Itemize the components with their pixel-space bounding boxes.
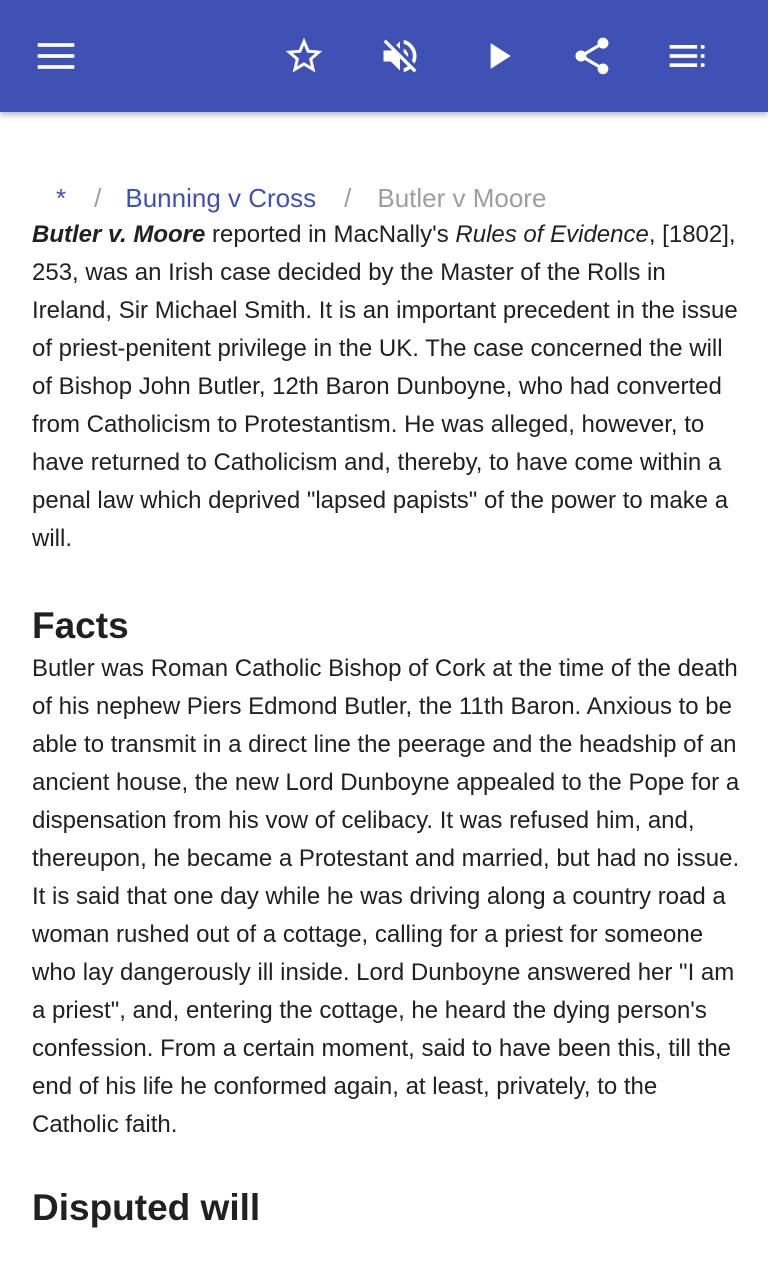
app-bar — [0, 0, 768, 112]
intro-paragraph — [32, 216, 740, 558]
menu-button[interactable] — [28, 28, 84, 84]
playlist-icon — [666, 34, 710, 78]
menu-icon — [34, 34, 78, 78]
article-title-bold: Butler v. Moore — [32, 221, 206, 248]
breadcrumb-separator: / — [94, 183, 102, 213]
section-heading-disputed-will: Disputed will — [32, 1187, 261, 1228]
intro-text: , [1802], 253, was an Irish case decided by the Master of the Rolls in Ireland, Sir Michael Smith. It is an important precedent in the issue of priest-penitent privilege in the UK. The case concerned the will of Bishop John Butler, 12th Baron Dunboyne, who had converted from Catholicism to Protestantism. He was alleged, however, to have returned to Catholicism and, thereby, to have come within a penal law which deprived "lapsed papists" of the power to make a will. — [32, 221, 738, 552]
share-icon — [570, 34, 614, 78]
source-title: Rules of Evidence — [455, 221, 649, 248]
play-button[interactable] — [470, 28, 526, 84]
breadcrumb-home-link[interactable]: * — [56, 183, 67, 213]
play-icon — [476, 34, 520, 78]
favorite-button[interactable] — [276, 28, 332, 84]
star-outline-icon — [282, 34, 326, 78]
breadcrumb-parent-link[interactable]: Bunning v Cross — [125, 183, 317, 213]
volume-off-icon — [378, 34, 422, 78]
breadcrumb — [32, 180, 740, 216]
intro-text: reported in MacNally's — [205, 221, 456, 248]
breadcrumb-separator: / — [344, 183, 352, 213]
breadcrumb-current: Butler v Moore — [377, 183, 547, 213]
share-button[interactable] — [564, 28, 620, 84]
mute-button[interactable] — [372, 28, 428, 84]
article-content — [32, 112, 740, 1232]
table-of-contents-button[interactable] — [660, 28, 716, 84]
section-heading-facts: Facts — [32, 605, 129, 646]
section-body-facts: Butler was Roman Catholic Bishop of Cork at the time of the death of his nephew Piers Edmond Butler, the 11th Baron. Anxious to be able to transmit in a direct line the peerage and the headship of an ancient house, the new Lord Dunboyne appealed to the Pope for a dispensation from his vow of celibacy. It was refused him, and, thereupon, he became a Protestant and married, but had no issue. It is said that one day while he was driving along a country road a woman rushed out of a cottage, calling for a priest for someone who lay dangerously ill inside. Lord Dunboyne answered her "I am a priest", and, entering the cottage, he heard the dying person's confession. From a certain moment, said to have been this, till the end of his life he conformed again, at least, privately, to the Catholic faith. — [32, 655, 740, 1138]
